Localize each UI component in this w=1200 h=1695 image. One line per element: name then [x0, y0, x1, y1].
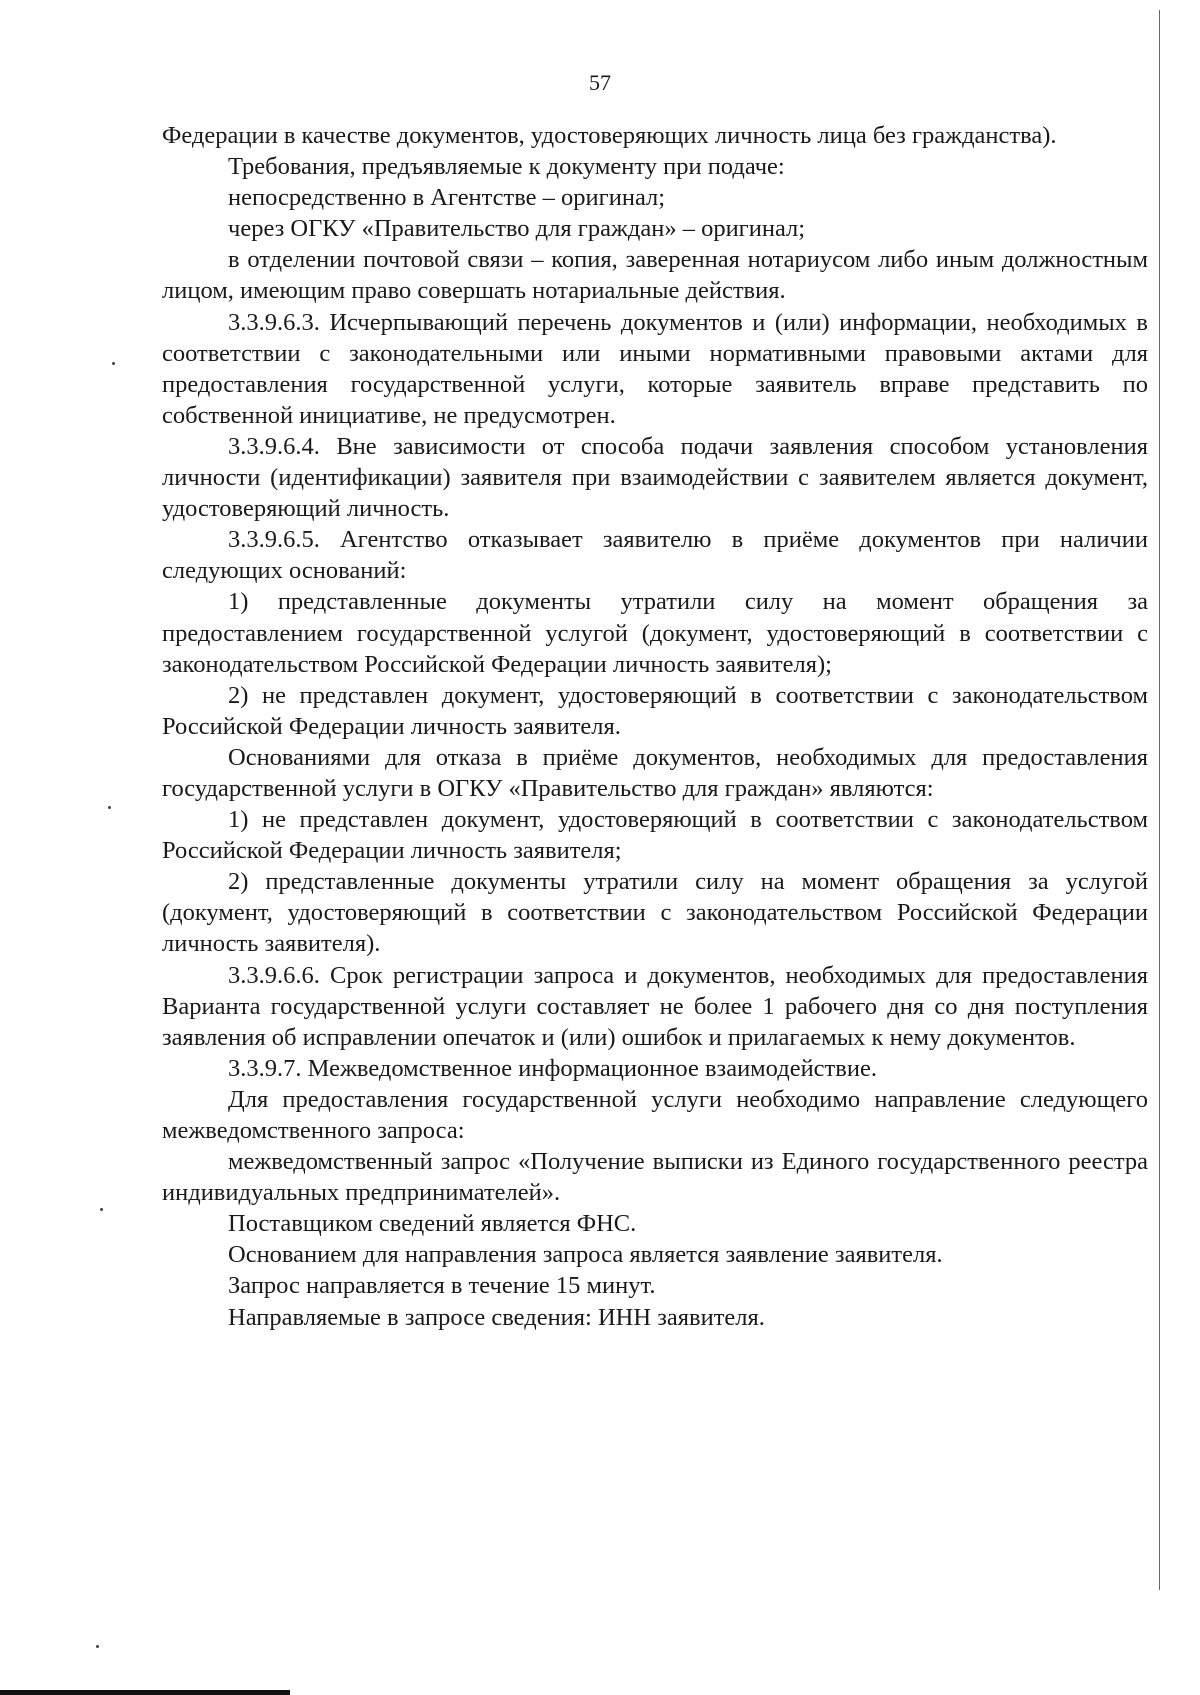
paragraph: 3.3.9.6.3. Исчерпывающий перечень документов и (или) информации, необходимых в соответствии с законодательными или иными нормативными правовыми актами для предоставления государственной услуги, которые заявитель вправе представить по собственной инициативе, не предусмотрен. [162, 308, 1148, 429]
paragraph: Основаниями для отказа в приёме документов, необходимых для предоставления государственной услуги в ОГКУ «Правительство для граждан» являются: [162, 743, 1148, 802]
paragraph: 3.3.9.6.6. Срок регистрации запроса и документов, необходимых для предоставления Варианта государственной услуги составляет не более 1 рабочего дня со дня поступления заявления об исправлении опечаток и (или) ошибок и прилагаемых к нему документов. [162, 961, 1148, 1051]
paragraph: Основанием для направления запроса является заявление заявителя. [228, 1241, 943, 1269]
paragraph: Федерации в качестве документов, удостоверяющих личность лица без гражданства). [162, 122, 1057, 149]
scan-artifact-bar [0, 1690, 290, 1695]
paragraph: непосредственно в Агентстве – оригинал; [228, 184, 666, 212]
paragraph: межведомственный запрос «Получение выписки из Единого государственного реестра индивидуальных предпринимателей». [162, 1148, 1148, 1207]
paragraph: 3.3.9.6.4. Вне зависимости от способа подачи заявления способом установления личности (идентификации) заявителя при взаимодействии с заявителем является документ, удостоверяющий личность. [162, 432, 1148, 523]
scan-margin-line [1159, 10, 1161, 1590]
list-item: 2) представленные документы утратили силу на момент обращения за услугой (документ, удостоверяющий в соответствии с законодательством Российской Федерации личность заявителя). [162, 868, 1148, 958]
document-body [162, 120, 1148, 1333]
paragraph: Запрос направляется в течение 15 минут. [228, 1272, 656, 1300]
list-item: 2) не представлен документ, удостоверяющий в соответствии с законодательством Российской Федерации личность заявителя. [162, 681, 1148, 740]
list-item: 1) представленные документы утратили силу на момент обращения за предоставлением государственной услугой (документ, удостоверяющий в соответствии с законодательством Российской Федерации личность заявителя); [162, 588, 1148, 678]
paragraph: 3.3.9.6.5. Агентство отказывает заявителю в приёме документов при наличии следующих оснований: [162, 526, 1148, 585]
list-item: 1) не представлен документ, удостоверяющий в соответствии с законодательством Российской Федерации личность заявителя; [162, 806, 1148, 865]
scan-speck [100, 1208, 103, 1211]
scan-speck [108, 806, 111, 809]
section-heading: 3.3.9.7. Межведомственное информационное взаимодействие. [228, 1054, 877, 1082]
paragraph: Требования, предъявляемые к документу при подаче: [228, 153, 785, 181]
paragraph: Для предоставления государственной услуги необходимо направление следующего межведомственного запроса: [162, 1085, 1148, 1144]
scan-speck [96, 1645, 99, 1648]
scan-speck [112, 362, 115, 365]
paragraph: Направляемые в запросе сведения: ИНН заявителя. [228, 1303, 765, 1331]
paragraph: Поставщиком сведений является ФНС. [228, 1210, 637, 1238]
paragraph: в отделении почтовой связи – копия, заверенная нотариусом либо иным должностным лицом, имеющим право совершать нотариальные действия. [162, 246, 1148, 305]
paragraph: через ОГКУ «Правительство для граждан» – оригинал; [228, 215, 806, 243]
page-number: 57 [589, 70, 611, 95]
